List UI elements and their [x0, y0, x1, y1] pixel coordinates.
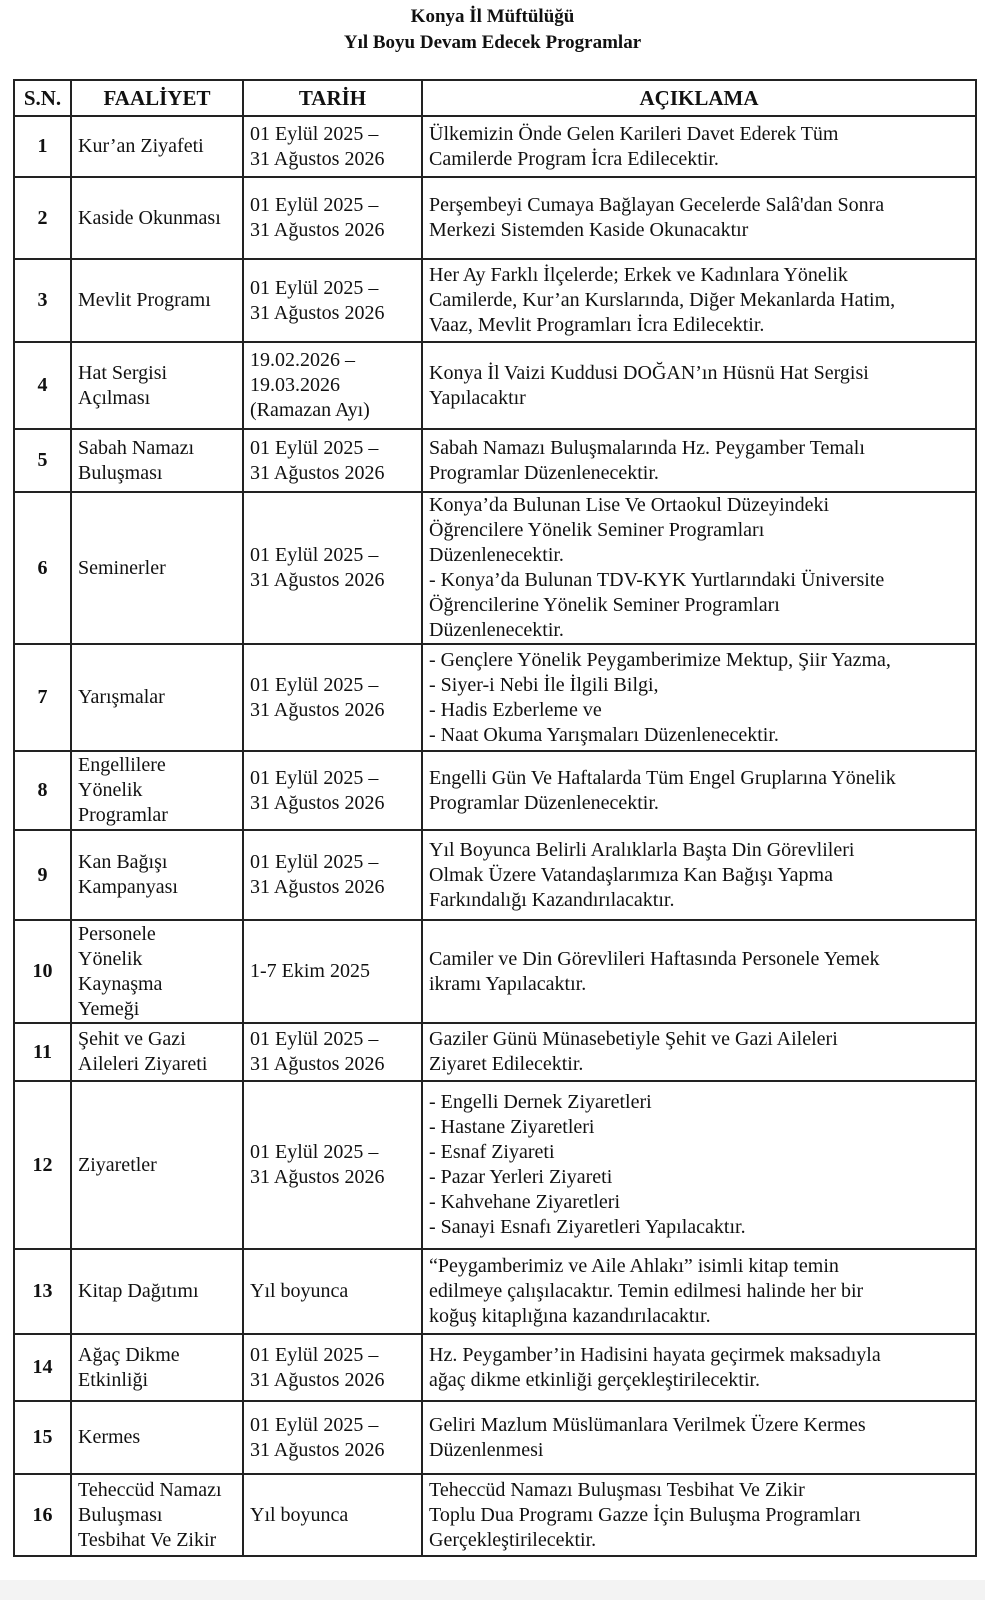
date-cell: 01 Eylül 2025 – 31 Ağustos 2026	[243, 116, 422, 177]
description-cell: Konya’da Bulunan Lise Ve Ortaokul Düzeyindeki Öğrencilere Yönelik Seminer Programları Düzenlenecektir. - Konya’da Bulunan TDV-KYK Yurtlarındaki Üniversite Öğrencilerine Yönelik Seminer Programları Düzenlenecektir.	[422, 492, 976, 644]
date-cell: 1-7 Ekim 2025	[243, 920, 422, 1023]
table-row	[14, 492, 976, 644]
activity-cell: Kan Bağışı Kampanyası	[71, 830, 243, 920]
date-cell: 01 Eylül 2025 – 31 Ağustos 2026	[243, 177, 422, 259]
description-cell: Teheccüd Namazı Buluşması Tesbihat Ve Zikir Toplu Dua Programı Gazze İçin Buluşma Programları Gerçekleştirilecektir.	[422, 1474, 976, 1556]
page-bottom-edge	[0, 1580, 985, 1600]
document-title: Konya İl Müftülüğü	[410, 6, 575, 27]
row-number: 1	[14, 116, 71, 177]
activity-cell: Kaside Okunması	[71, 177, 243, 259]
description-cell: Geliri Mazlum Müslümanlara Verilmek Üzere Kermes Düzenlenmesi	[422, 1401, 976, 1474]
activity-cell: Şehit ve Gazi Aileleri Ziyareti	[71, 1023, 243, 1081]
description-cell: Konya İl Vaizi Kuddusi DOĞAN’ın Hüsnü Hat Sergisi Yapılacaktır	[422, 342, 976, 429]
date-cell: 01 Eylül 2025 – 31 Ağustos 2026	[243, 429, 422, 492]
document-subtitle: Yıl Boyu Devam Edecek Programlar	[343, 32, 642, 53]
table-row	[14, 259, 976, 342]
table-row	[14, 1401, 976, 1474]
description-cell: Engelli Gün Ve Haftalarda Tüm Engel Gruplarına Yönelik Programlar Düzenlenecektir.	[422, 751, 976, 830]
column-header-activity: FAALİYET	[71, 80, 243, 116]
row-number: 4	[14, 342, 71, 429]
table-header-row	[14, 80, 976, 116]
table-row	[14, 1249, 976, 1334]
activity-cell: Ağaç Dikme Etkinliği	[71, 1334, 243, 1401]
date-cell: 01 Eylül 2025 – 31 Ağustos 2026	[243, 644, 422, 751]
row-number: 3	[14, 259, 71, 342]
activity-cell: Sabah Namazı Buluşması	[71, 429, 243, 492]
row-number: 10	[14, 920, 71, 1023]
activity-cell: Engellilere Yönelik Programlar	[71, 751, 243, 830]
date-cell: 01 Eylül 2025 – 31 Ağustos 2026	[243, 830, 422, 920]
column-header-date: TARİH	[243, 80, 422, 116]
activity-cell: Mevlit Programı	[71, 259, 243, 342]
column-header-description: AÇIKLAMA	[422, 80, 976, 116]
date-cell: 01 Eylül 2025 – 31 Ağustos 2026	[243, 1334, 422, 1401]
date-cell: 01 Eylül 2025 – 31 Ağustos 2026	[243, 1401, 422, 1474]
table-row	[14, 1081, 976, 1249]
activity-cell: Yarışmalar	[71, 644, 243, 751]
date-cell: Yıl boyunca	[243, 1474, 422, 1556]
table-row	[14, 177, 976, 259]
description-cell: Yıl Boyunca Belirli Aralıklarla Başta Din Görevlileri Olmak Üzere Vatandaşlarımıza Kan Bağışı Yapma Farkındalığı Kazandırılacaktır.	[422, 830, 976, 920]
description-cell: Her Ay Farklı İlçelerde; Erkek ve Kadınlara Yönelik Camilerde, Kur’an Kurslarında, Diğer Mekanlarda Hatim, Vaaz, Mevlit Programları İcra Edilecektir.	[422, 259, 976, 342]
document-header	[0, 0, 985, 56]
activity-cell: Kitap Dağıtımı	[71, 1249, 243, 1334]
column-header-sn: S.N.	[14, 80, 71, 116]
table-row	[14, 1334, 976, 1401]
table-row	[14, 342, 976, 429]
row-number: 14	[14, 1334, 71, 1401]
row-number: 16	[14, 1474, 71, 1556]
description-cell: - Engelli Dernek Ziyaretleri - Hastane Ziyaretleri - Esnaf Ziyareti - Pazar Yerleri Ziyareti - Kahvehane Ziyaretleri - Sanayi Esnafı Ziyaretleri Yapılacaktır.	[422, 1081, 976, 1249]
table-row	[14, 830, 976, 920]
date-cell: Yıl boyunca	[243, 1249, 422, 1334]
date-cell: 01 Eylül 2025 – 31 Ağustos 2026	[243, 751, 422, 830]
activity-cell: Ziyaretler	[71, 1081, 243, 1249]
table-row	[14, 116, 976, 177]
description-cell: Hz. Peygamber’in Hadisini hayata geçirmek maksadıyla ağaç dikme etkinliği gerçekleştirilecektir.	[422, 1334, 976, 1401]
row-number: 5	[14, 429, 71, 492]
description-cell: “Peygamberimiz ve Aile Ahlakı” isimli kitap temin edilmeye çalışılacaktır. Temin edilmesi halinde her bir koğuş kitaplığına kazandırılacaktır.	[422, 1249, 976, 1334]
row-number: 8	[14, 751, 71, 830]
table-row	[14, 1474, 976, 1556]
row-number: 2	[14, 177, 71, 259]
table-row	[14, 644, 976, 751]
row-number: 13	[14, 1249, 71, 1334]
row-number: 6	[14, 492, 71, 644]
activity-cell: Kermes	[71, 1401, 243, 1474]
row-number: 12	[14, 1081, 71, 1249]
date-cell: 19.02.2026 – 19.03.2026 (Ramazan Ayı)	[243, 342, 422, 429]
description-cell: Perşembeyi Cumaya Bağlayan Gecelerde Salâ'dan Sonra Merkezi Sistemden Kaside Okunacaktır	[422, 177, 976, 259]
activity-cell: Kur’an Ziyafeti	[71, 116, 243, 177]
activity-cell: Personele Yönelik Kaynaşma Yemeği	[71, 920, 243, 1023]
description-cell: - Gençlere Yönelik Peygamberimize Mektup, Şiir Yazma, - Siyer-i Nebi İle İlgili Bilgi, - Hadis Ezberleme ve - Naat Okuma Yarışmaları Düzenlenecektir.	[422, 644, 976, 751]
row-number: 7	[14, 644, 71, 751]
row-number: 9	[14, 830, 71, 920]
table-row	[14, 751, 976, 830]
date-cell: 01 Eylül 2025 – 31 Ağustos 2026	[243, 1081, 422, 1249]
activity-cell: Seminerler	[71, 492, 243, 644]
table-row	[14, 429, 976, 492]
date-cell: 01 Eylül 2025 – 31 Ağustos 2026	[243, 259, 422, 342]
description-cell: Sabah Namazı Buluşmalarında Hz. Peygamber Temalı Programlar Düzenlenecektir.	[422, 429, 976, 492]
activity-cell: Teheccüd Namazı Buluşması Tesbihat Ve Zikir	[71, 1474, 243, 1556]
row-number: 11	[14, 1023, 71, 1081]
activity-cell: Hat Sergisi Açılması	[71, 342, 243, 429]
table-row	[14, 920, 976, 1023]
programs-table	[13, 79, 977, 1557]
row-number: 15	[14, 1401, 71, 1474]
description-cell: Camiler ve Din Görevlileri Haftasında Personele Yemek ikramı Yapılacaktır.	[422, 920, 976, 1023]
table-row	[14, 1023, 976, 1081]
description-cell: Gaziler Günü Münasebetiyle Şehit ve Gazi Aileleri Ziyaret Edilecektir.	[422, 1023, 976, 1081]
description-cell: Ülkemizin Önde Gelen Karileri Davet Ederek Tüm Camilerde Program İcra Edilecektir.	[422, 116, 976, 177]
date-cell: 01 Eylül 2025 – 31 Ağustos 2026	[243, 492, 422, 644]
date-cell: 01 Eylül 2025 – 31 Ağustos 2026	[243, 1023, 422, 1081]
